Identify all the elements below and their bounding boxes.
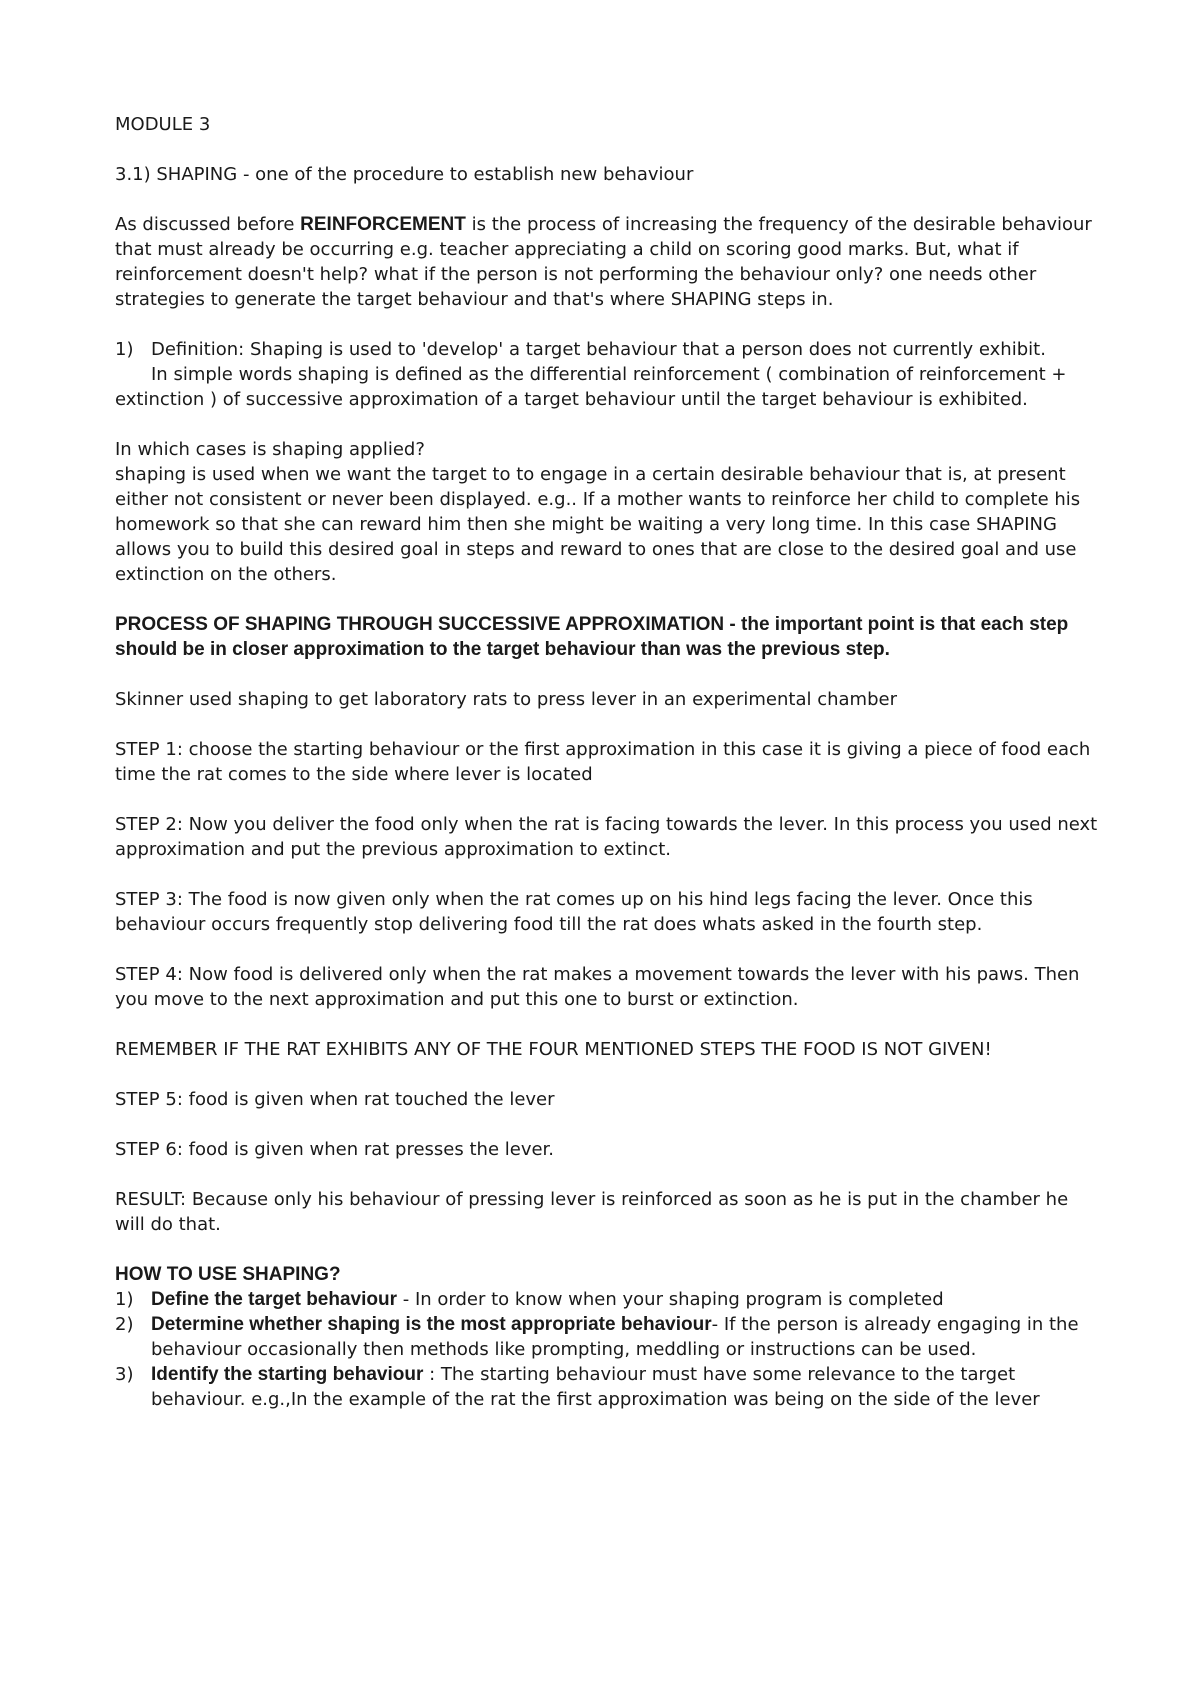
document-page [115, 112, 1100, 1412]
step-3: STEP 3: The food is now given only when the rat comes up on his hind legs facing the lever. Once this behaviour occurs frequently stop delivering food till the rat does whats asked in the fourth step. [115, 889, 1033, 935]
how-item-text: - If the person is already engaging in the behaviour occasionally then methods like prompting, meddling or instructions can be used. [151, 1314, 1079, 1360]
intro-paragraph [115, 212, 1100, 312]
how-heading: HOW TO USE SHAPING? [115, 1264, 341, 1285]
definition-number: 1) [115, 339, 134, 360]
cases-answer: shaping is used when we want the target to to engage in a certain desirable behaviour that is, at present either not consistent or never been displayed. e.g.. If a mother wants to reinforce her child to complete his homework so that she can reward him then she might be waiting a very long time. In this case SHAPING allows you to build this desired goal in steps and reward to ones that are close to the desired goal and use extinction on the others. [115, 464, 1081, 585]
how-item [115, 1287, 1100, 1312]
definition-text: Definition: Shaping is used to 'develop' a target behaviour that a person does not currently exhibit. [151, 339, 1046, 360]
how-item [115, 1362, 1100, 1412]
how-item [115, 1312, 1100, 1362]
step-2: STEP 2: Now you deliver the food only when the rat is facing towards the lever. In this process you used next approximation and put the previous approximation to extinct. [115, 814, 1098, 860]
result-paragraph: RESULT: Because only his behaviour of pressing lever is reinforced as soon as he is put in the chamber he will do that. [115, 1189, 1069, 1235]
step-5: STEP 5: food is given when rat touched the lever [115, 1089, 555, 1110]
remember-note: REMEMBER IF THE RAT EXHIBITS ANY OF THE FOUR MENTIONED STEPS THE FOOD IS NOT GIVEN! [115, 1039, 992, 1060]
how-item-text: - In order to know when your shaping program is completed [397, 1289, 944, 1310]
how-item-bold: Identify the starting behaviour [151, 1364, 424, 1385]
how-item-text: : The starting behaviour must have some relevance to the target behaviour. e.g.,In the example of the rat the first approximation was being on the side of the lever [151, 1364, 1040, 1410]
section-title: 3.1) SHAPING - one of the procedure to establish new behaviour [115, 164, 694, 185]
definition-item [115, 337, 1100, 362]
step-6: STEP 6: food is given when rat presses the lever. [115, 1139, 555, 1160]
how-list [115, 1287, 1100, 1412]
step-1: STEP 1: choose the starting behaviour or the first approximation in this case it is giving a piece of food each time the rat comes to the side where lever is located [115, 739, 1091, 785]
intro-pre: As discussed before [115, 214, 301, 235]
step-4: STEP 4: Now food is delivered only when the rat makes a movement towards the lever with his paws. Then you move to the next approximation and put this one to burst or extinction. [115, 964, 1080, 1010]
process-heading: PROCESS OF SHAPING THROUGH SUCCESSIVE APPROXIMATION - the important point is that each step should be in closer approximation to the target behaviour than was the previous step. [115, 614, 1069, 660]
how-item-number: 2) [115, 1314, 134, 1335]
how-item-bold: Determine whether shaping is the most appropriate behaviour [151, 1314, 712, 1335]
how-item-number: 3) [115, 1364, 134, 1385]
module-title: MODULE 3 [115, 114, 211, 135]
simple-words-paragraph: In simple words shaping is defined as the differential reinforcement ( combination of reinforcement + extinction ) of successive approximation of a target behaviour until the target behaviour is exhibited. [115, 364, 1067, 410]
how-item-number: 1) [115, 1289, 134, 1310]
reinforcement-term: REINFORCEMENT [300, 214, 466, 235]
cases-question: In which cases is shaping applied? [115, 439, 425, 460]
intro-post: is the process of increasing the frequency of the desirable behaviour that must already be occurring e.g. teacher appreciating a child on scoring good marks. But, what if reinforcement doesn't help? what if the person is not performing the behaviour only? one needs other strategies to generate the target behaviour and that's where SHAPING steps in. [115, 214, 1092, 310]
skinner-paragraph: Skinner used shaping to get laboratory rats to press lever in an experimental chamber [115, 689, 897, 710]
how-item-bold: Define the target behaviour [151, 1289, 397, 1310]
